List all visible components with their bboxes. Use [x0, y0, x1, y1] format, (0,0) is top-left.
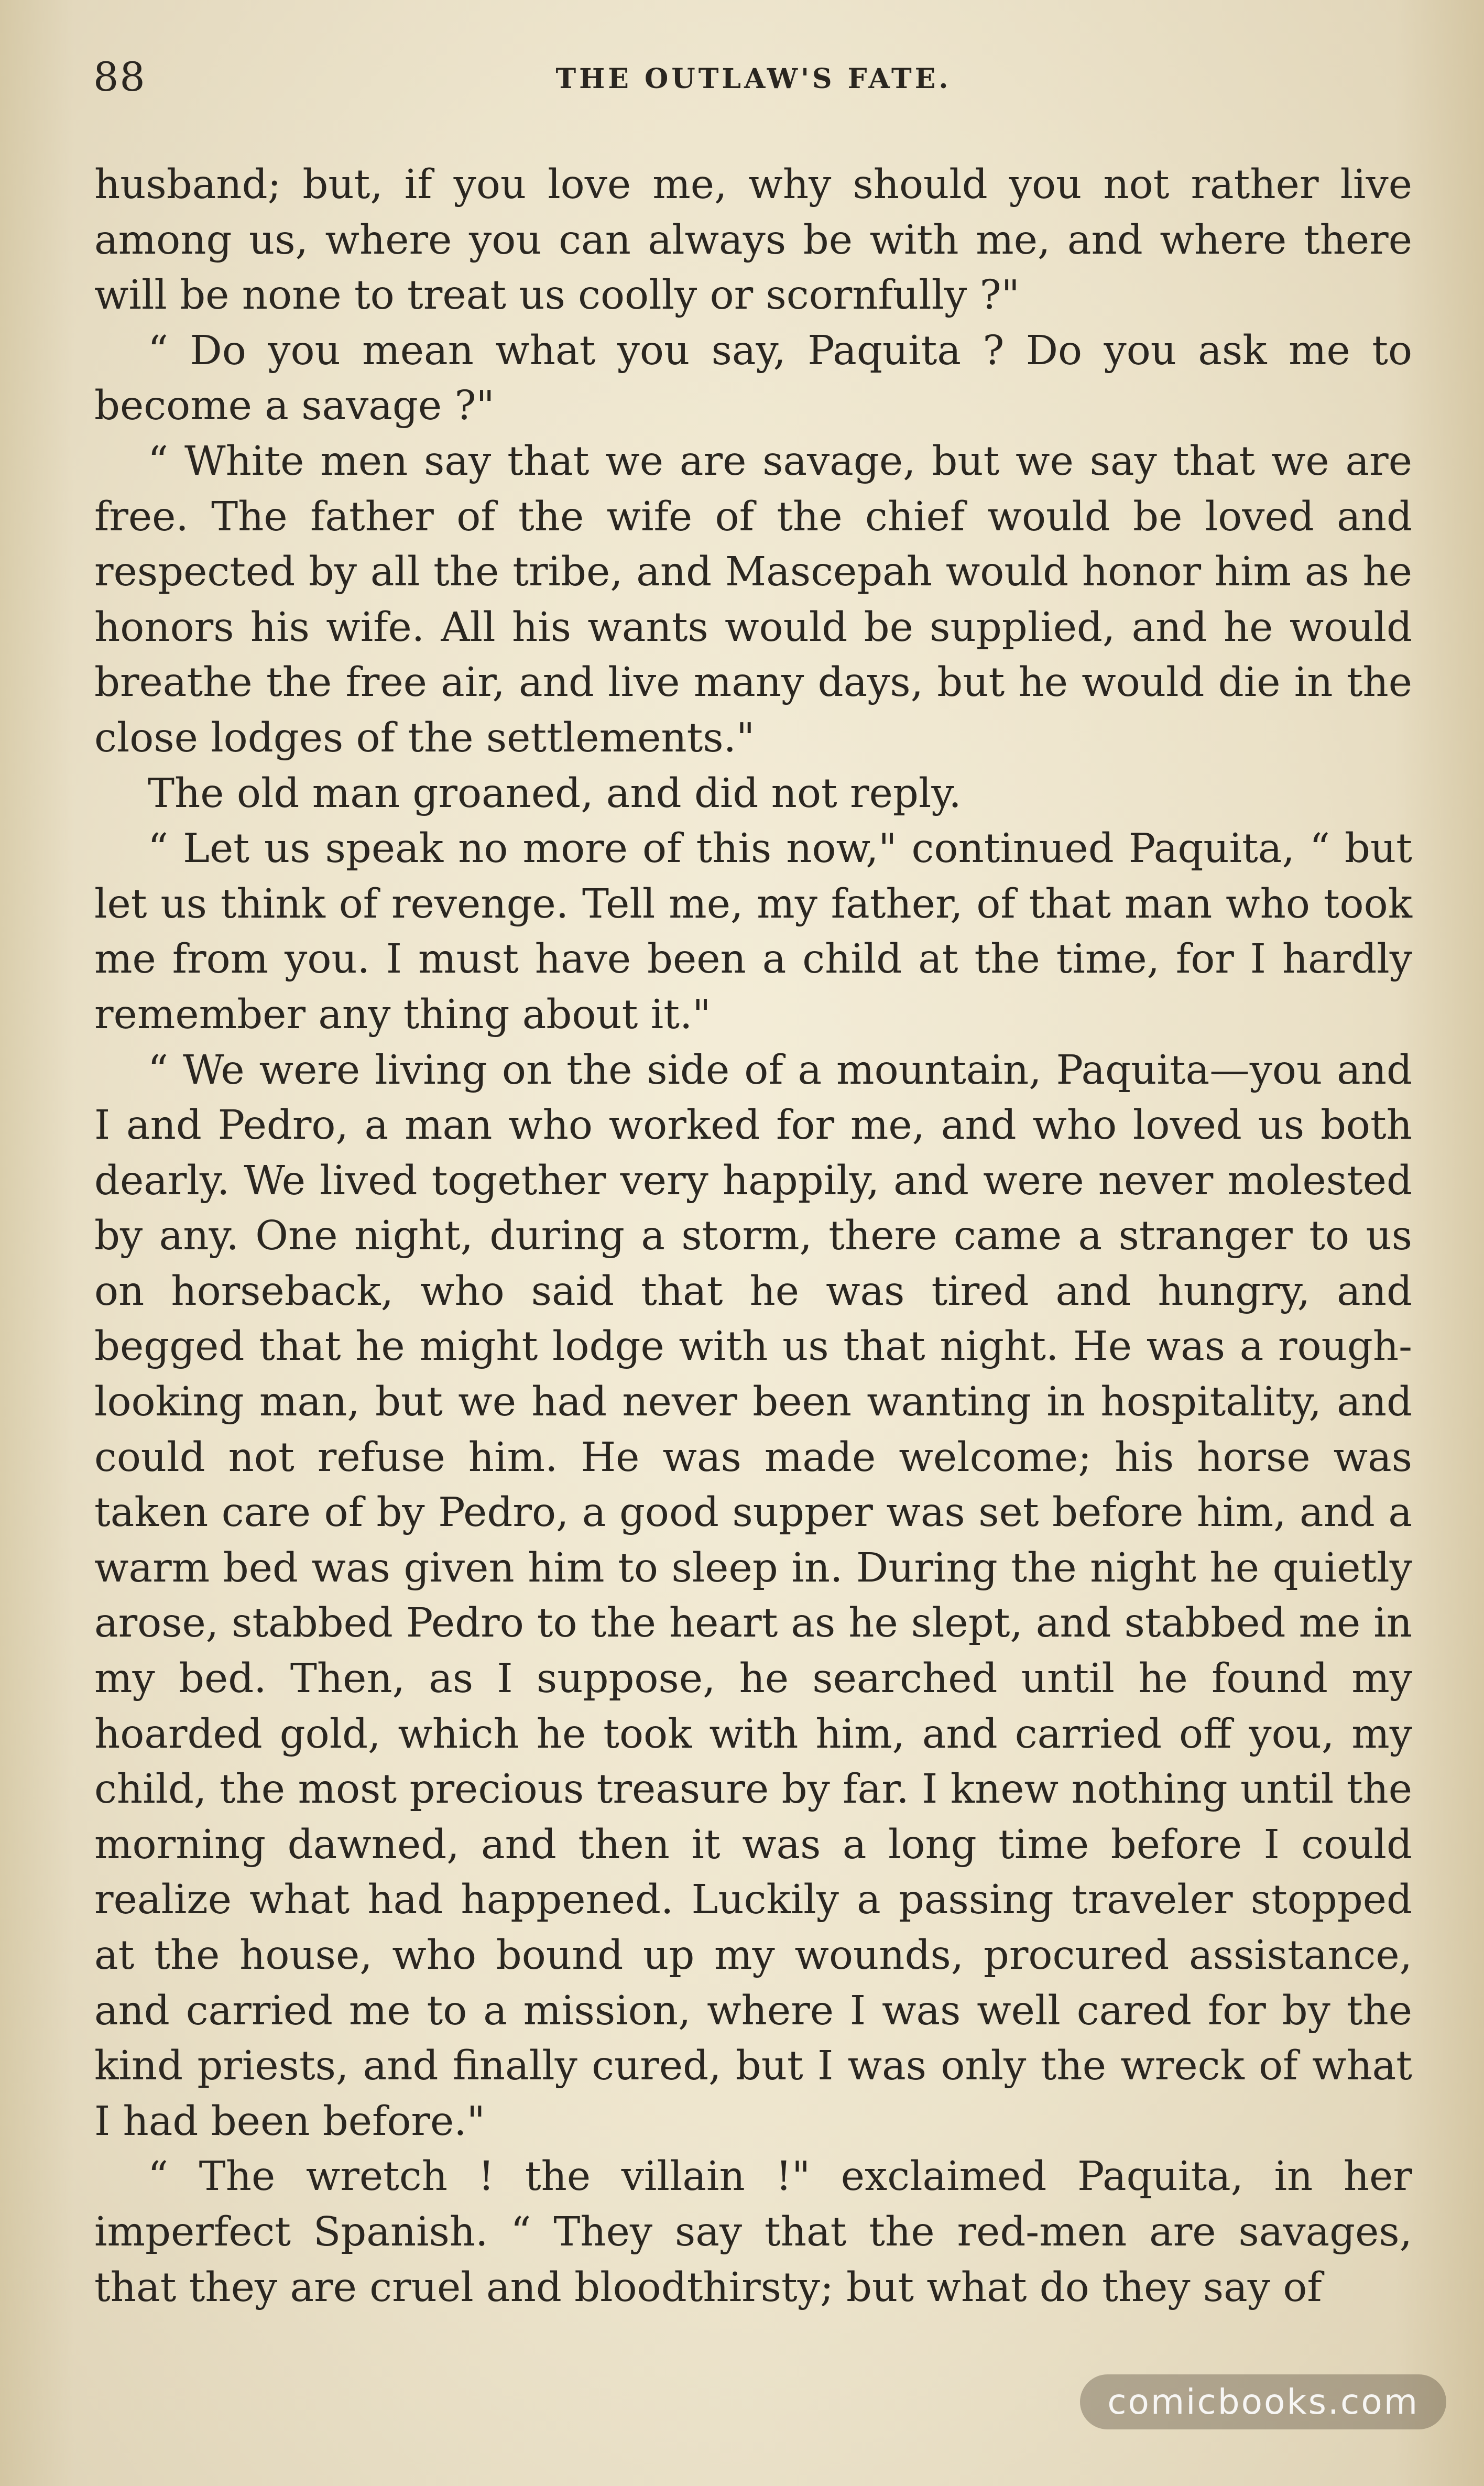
running-title: THE OUTLAW'S FATE. [555, 63, 952, 95]
watermark-logo: comicbooks.com [1080, 2374, 1446, 2429]
paragraph: “ Let us speak no more of this now," continued Paquita, “ but let us think of revenge. Tell me, my father, of that man who took me from you. I must have been a child at the time, for I hardly remember any thing about it." [94, 825, 1412, 1038]
paragraph: “ We were living on the side of a mountain, Paquita—you and I and Pedro, a man who worked for me, and who loved us both dearly. We lived together very happily, and were never molested by any. One night, during a storm, there came a stranger to us on horseback, who said that he was tired and hungry, and begged that he might lodge with us that night. He was a rough-looking man, but we had never been wanting in hospitality, and could not refuse him. He was made welcome; his horse was taken care of by Pedro, a good supper was set before him, and a warm bed was given him to sleep in. During the night he quietly arose, stabbed Pedro to the heart as he slept, and stabbed me in my bed. Then, as I suppose, he searched until he found my hoarded gold, which he took with him, and carried off you, my child, the most precious treasure by far. I knew nothing until the morning dawned, and then it was a long time before I could realize what had happened. Luckily a passing traveler stopped at the house, who bound up my wounds, procured assistance, and carried me to a mission, where I was well cared for by the kind priests, and finally cured, but I was only the wreck of what I had been before." [94, 1046, 1412, 2145]
page-header [93, 48, 1414, 106]
paragraph: “ White men say that we are savage, but we say that we are free. The father of the wife of the chief would be loved and respected by all the tribe, and Mascepah would honor him as he honors his wife. All his wants would be supplied, and he would breathe the free air, and live many days, but he would die in the close lodges of the settlements." [94, 438, 1412, 761]
paragraph-continued: husband; but, if you love me, why should you not rather live among us, where you can always be with me, and where there will be none to treat us coolly or scornfully ?" [94, 161, 1412, 319]
page-number: 88 [93, 53, 146, 100]
paragraph: “ Do you mean what you say, Paquita ? Do you ask me to become a savage ?" [94, 327, 1412, 430]
paragraph: “ The wretch ! the villain !" exclaimed Paquita, in her imperfect Spanish. “ They say that the red-men are savages, that they are cruel and bloodthirsty; but what do they say of [94, 2153, 1412, 2311]
paragraph: The old man groaned, and did not reply. [148, 770, 962, 817]
body-text [94, 157, 1412, 2315]
